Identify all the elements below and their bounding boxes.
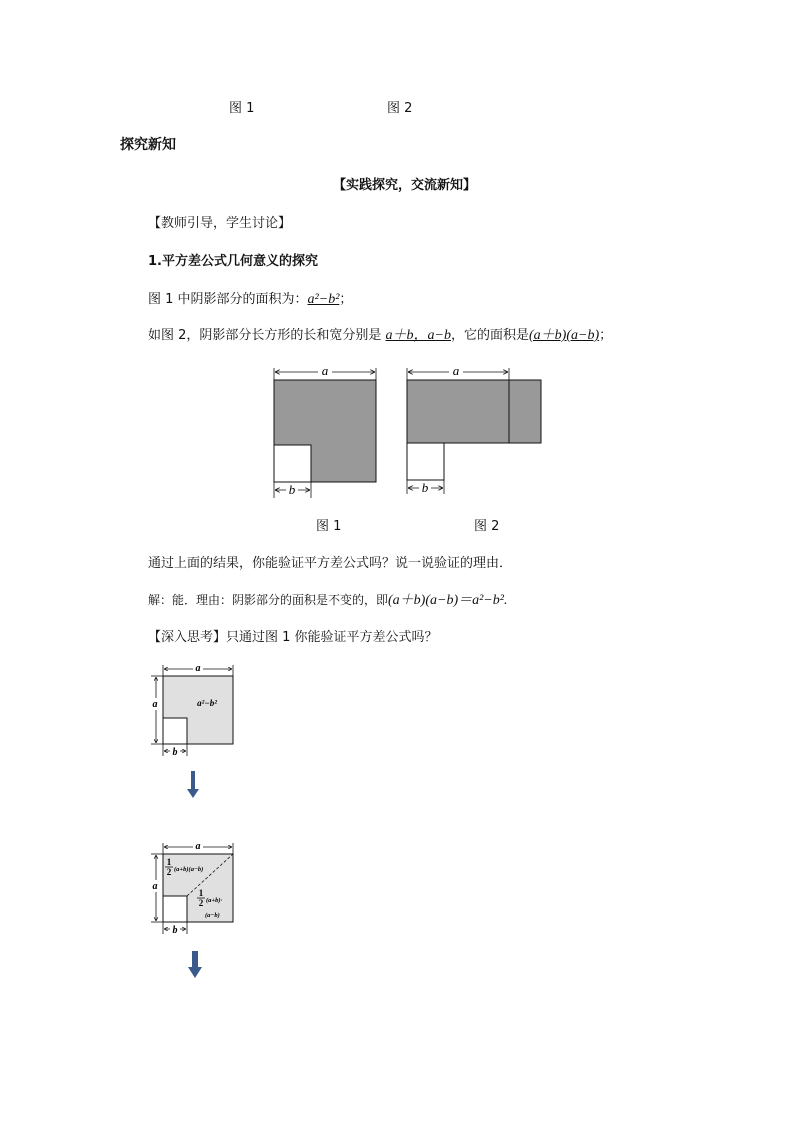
- area-answer-fig2: (a＋b)(a−b): [529, 328, 600, 343]
- solution-line: [148, 591, 507, 610]
- figure-1-label-a: a: [321, 363, 329, 378]
- area-line-fig1-text: 图 1 中阴影部分的面积为：: [148, 292, 308, 307]
- main-figures: [260, 360, 560, 505]
- solution-prefix: 解：能．理由：阴影部分的面积是不变的，即: [148, 593, 389, 607]
- area-line-fig1-end: ；: [339, 292, 353, 307]
- figure-1-small-square: [274, 445, 311, 482]
- small-figure-1-label-a-top: a: [195, 663, 201, 674]
- small-figure-2-small-square: [163, 896, 187, 922]
- small-figure-1-small-square: [163, 718, 187, 744]
- figure-2-shaded-rect: [407, 380, 541, 443]
- down-arrow-1-head: [187, 789, 199, 798]
- down-arrow-1-shaft: [191, 771, 195, 791]
- small-figure-1-label-a-left: a: [152, 699, 158, 710]
- deep-thinking-text: 只通过图 1 你能验证平方差公式吗？: [226, 630, 438, 645]
- figure-2-label-a: a: [452, 363, 460, 378]
- area-line-fig1: [148, 291, 352, 309]
- subheading: 1.平方差公式几何意义的探究: [148, 254, 318, 269]
- small-figure-2-label-b: b: [172, 925, 178, 936]
- deep-thinking: [148, 629, 438, 647]
- top-caption-fig2: 图 2: [387, 101, 413, 116]
- small-figure-2-label-a-left: a: [152, 881, 158, 892]
- solution-formula: (a＋b)(a−b)＝a²−b².: [388, 593, 508, 608]
- figure-1: [274, 363, 376, 498]
- small-figure-1: [145, 660, 240, 760]
- top-caption-fig1: 图 1: [229, 101, 255, 116]
- small-figure-2-frac2-den: 2: [198, 898, 204, 908]
- figure-2: [407, 363, 541, 495]
- area-line-fig2-mid: ，它的面积是: [451, 328, 530, 343]
- small-figure-2-label-a-top: a: [195, 841, 201, 852]
- small-figure-2-term1: (a+b)(a−b): [174, 866, 204, 873]
- dimensions-answer: a＋b，a−b: [385, 328, 451, 343]
- small-figure-2-frac2-num: 1: [198, 888, 204, 898]
- center-heading: 【实践探究，交流新知】: [333, 178, 477, 193]
- figure-1-caption: 图 1: [316, 519, 342, 534]
- deep-thinking-label: 【深入思考】: [148, 630, 227, 645]
- small-figure-2-term2b: (a−b): [205, 912, 220, 919]
- down-arrow-2-shaft: [192, 951, 198, 969]
- small-figure-2-frac1-den: 2: [166, 867, 172, 877]
- area-line-fig2: [148, 327, 612, 345]
- area-answer-fig1: a²−b²: [307, 292, 340, 307]
- figure-2-label-b: b: [421, 480, 429, 495]
- figure-1-label-b: b: [288, 482, 296, 497]
- small-figure-2-term2a: (a+b)·: [206, 897, 223, 904]
- figure-2-small-square: [407, 443, 444, 480]
- question-text: 通过上面的结果，你能验证平方差公式吗？说一说验证的理由．: [148, 556, 513, 571]
- down-arrow-2-head: [188, 967, 202, 978]
- figure-2-caption: 图 2: [474, 519, 500, 534]
- teacher-note: 【教师引导，学生讨论】: [148, 216, 292, 231]
- down-arrow-1-icon: [186, 771, 200, 799]
- area-line-fig2-end: ；: [599, 328, 613, 343]
- small-figure-1-area-label: a²−b²: [197, 698, 217, 708]
- section-title: 探究新知: [120, 137, 176, 153]
- area-line-fig2-text: 如图 2，阴影部分长方形的长和宽分别是: [148, 328, 382, 343]
- small-figure-2: [145, 838, 240, 938]
- small-figure-1-label-b: b: [172, 747, 178, 758]
- down-arrow-2-icon: [187, 951, 203, 979]
- small-figure-2-frac1-num: 1: [166, 857, 172, 867]
